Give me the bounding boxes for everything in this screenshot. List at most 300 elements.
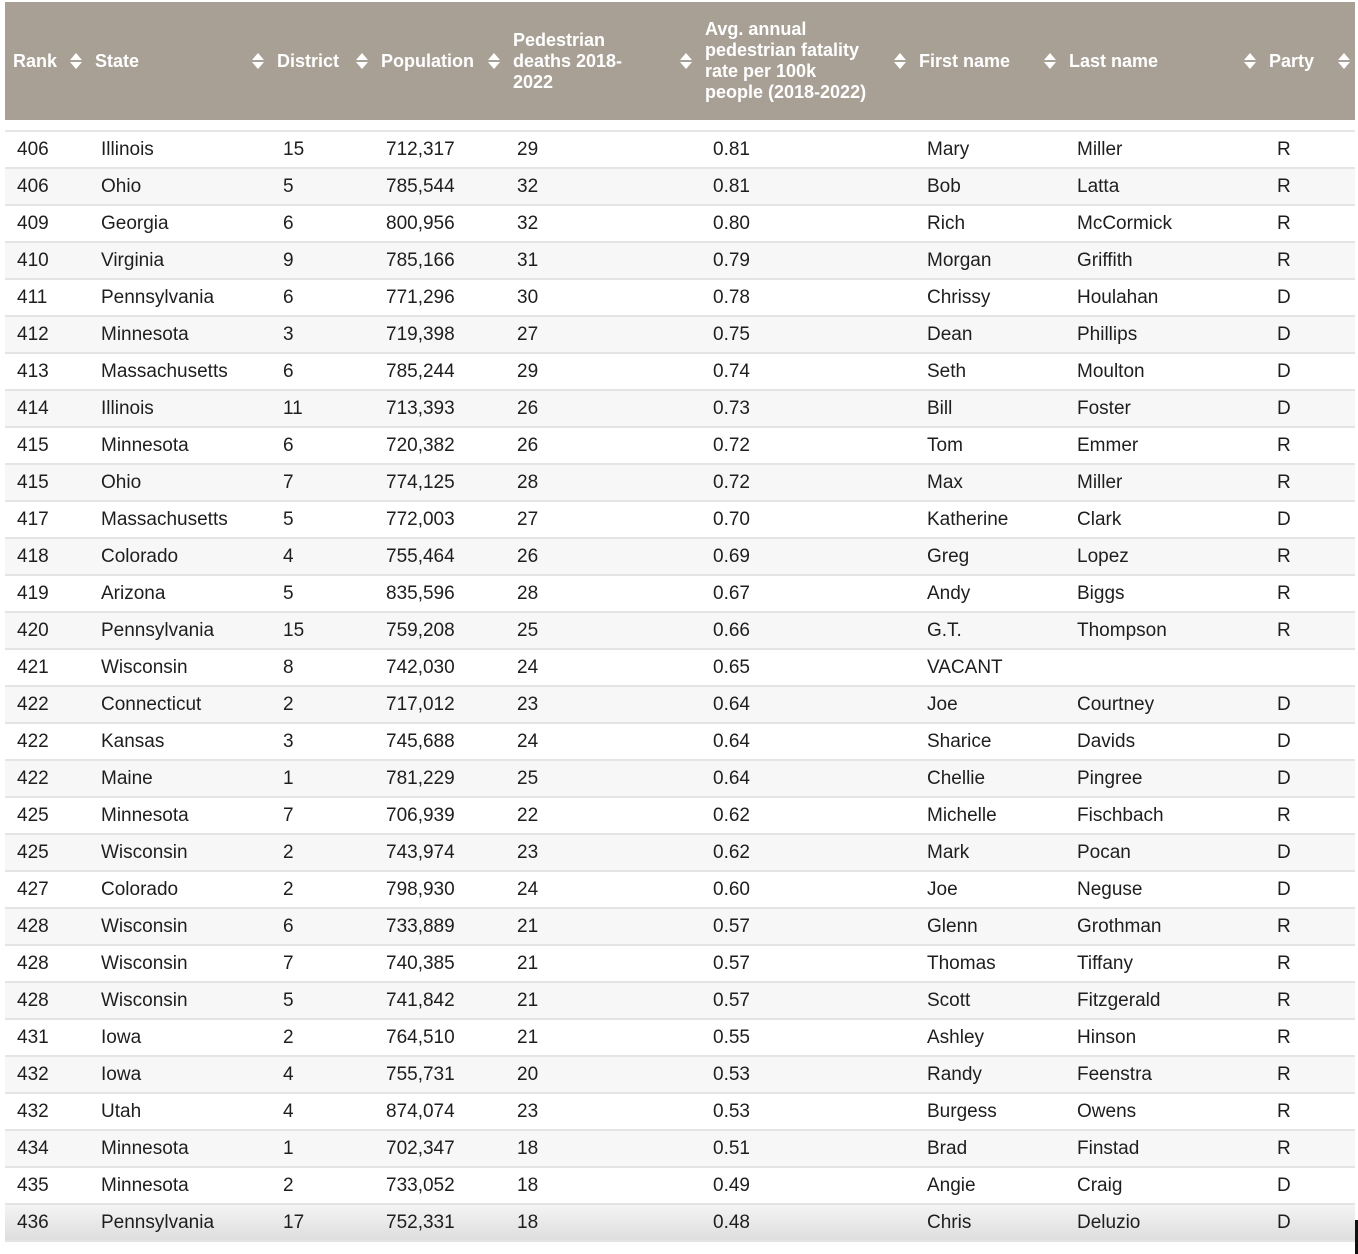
cell-rank: 415	[5, 427, 87, 464]
cell-last-name: McCormick	[1061, 205, 1261, 242]
cell-deaths: 25	[505, 612, 697, 649]
cell-deaths: 25	[505, 760, 697, 797]
cell-party: R	[1261, 1093, 1355, 1130]
cell-first-name: Thomas	[911, 945, 1061, 982]
cell-rate: 0.81	[697, 168, 911, 205]
cell-first-name: Chellie	[911, 760, 1061, 797]
cell-state: Pennsylvania	[87, 612, 269, 649]
cell-rank: 428	[5, 945, 87, 982]
cell-deaths: 23	[505, 834, 697, 871]
cell-first-name: Bob	[911, 168, 1061, 205]
cell-last-name: Tiffany	[1061, 945, 1261, 982]
cell-district: 15	[269, 612, 373, 649]
table-row	[5, 612, 1355, 649]
cell-population: 755,731	[373, 1056, 505, 1093]
cell-first-name: Glenn	[911, 908, 1061, 945]
cell-state: Wisconsin	[87, 982, 269, 1019]
table-row	[5, 982, 1355, 1019]
cell-district: 8	[269, 649, 373, 686]
cell-state: Arizona	[87, 575, 269, 612]
cell-district: 2	[269, 686, 373, 723]
cell-state: Minnesota	[87, 427, 269, 464]
table-row	[5, 427, 1355, 464]
cell-population: 742,030	[373, 649, 505, 686]
table-row	[5, 168, 1355, 205]
cell-party	[1261, 649, 1355, 686]
table-row	[5, 871, 1355, 908]
table-row	[5, 316, 1355, 353]
cell-rank: 412	[5, 316, 87, 353]
cell-rank: 425	[5, 797, 87, 834]
cell-district: 6	[269, 279, 373, 316]
cell-state: Iowa	[87, 1056, 269, 1093]
cell-district: 15	[269, 132, 373, 168]
cell-district: 3	[269, 723, 373, 760]
cell-first-name: G.T.	[911, 612, 1061, 649]
cell-rate: 0.78	[697, 279, 911, 316]
table-body-wrapper	[5, 132, 1355, 1242]
cell-district: 4	[269, 1093, 373, 1130]
sort-icon[interactable]	[356, 53, 367, 69]
cell-deaths: 21	[505, 1019, 697, 1056]
cell-district: 2	[269, 1019, 373, 1056]
cell-rank: 422	[5, 723, 87, 760]
cell-population: 733,889	[373, 908, 505, 945]
cell-party: R	[1261, 242, 1355, 279]
cell-party: D	[1261, 279, 1355, 316]
column-header-party[interactable]	[1261, 2, 1355, 120]
cell-district: 6	[269, 353, 373, 390]
cell-deaths: 26	[505, 538, 697, 575]
cell-last-name	[1061, 649, 1261, 686]
cell-deaths: 20	[505, 1056, 697, 1093]
cell-first-name: Dean	[911, 316, 1061, 353]
table-row	[5, 353, 1355, 390]
cell-district: 7	[269, 797, 373, 834]
table-row	[5, 390, 1355, 427]
cell-first-name: Sharice	[911, 723, 1061, 760]
cell-state: Minnesota	[87, 316, 269, 353]
cell-first-name: VACANT	[911, 649, 1061, 686]
column-header-district[interactable]	[269, 2, 373, 120]
cell-last-name: Fischbach	[1061, 797, 1261, 834]
cell-district: 2	[269, 871, 373, 908]
cell-party: D	[1261, 834, 1355, 871]
cell-population: 785,166	[373, 242, 505, 279]
sort-icon[interactable]	[1338, 53, 1349, 69]
cell-district: 4	[269, 538, 373, 575]
cell-rate: 0.57	[697, 982, 911, 1019]
cell-district: 1	[269, 760, 373, 797]
cell-state: Iowa	[87, 1019, 269, 1056]
table-row	[5, 1019, 1355, 1056]
cell-last-name: Davids	[1061, 723, 1261, 760]
cell-first-name: Chris	[911, 1204, 1061, 1241]
cell-district: 6	[269, 205, 373, 242]
column-label: Last name	[1069, 50, 1159, 71]
cell-population: 712,317	[373, 132, 505, 168]
cell-party: D	[1261, 390, 1355, 427]
cell-party: R	[1261, 427, 1355, 464]
cell-deaths: 26	[505, 390, 697, 427]
cell-first-name: Greg	[911, 538, 1061, 575]
table-row	[5, 797, 1355, 834]
cell-deaths: 21	[505, 982, 697, 1019]
cell-population: 772,003	[373, 501, 505, 538]
cell-rank: 428	[5, 982, 87, 1019]
column-label: Avg. annual pedestrian fatality rate per 100k people (2018-2022)	[705, 19, 867, 102]
cell-party: D	[1261, 1204, 1355, 1241]
cell-rate: 0.60	[697, 871, 911, 908]
cell-rate: 0.74	[697, 353, 911, 390]
column-label: Rank	[13, 50, 58, 71]
cell-district: 5	[269, 982, 373, 1019]
table-row	[5, 205, 1355, 242]
cell-last-name: Miller	[1061, 132, 1261, 168]
cell-rate: 0.64	[697, 723, 911, 760]
cell-district: 9	[269, 242, 373, 279]
cell-rate: 0.79	[697, 242, 911, 279]
cell-last-name: Latta	[1061, 168, 1261, 205]
table-row	[5, 1056, 1355, 1093]
table-row	[5, 1130, 1355, 1167]
cell-population: 771,296	[373, 279, 505, 316]
cell-deaths: 18	[505, 1130, 697, 1167]
cell-deaths: 28	[505, 464, 697, 501]
cell-population: 835,596	[373, 575, 505, 612]
cell-rank: 415	[5, 464, 87, 501]
cell-first-name: Bill	[911, 390, 1061, 427]
table-row	[5, 908, 1355, 945]
cell-deaths: 18	[505, 1167, 697, 1204]
cell-deaths: 30	[505, 279, 697, 316]
cell-state: Minnesota	[87, 1130, 269, 1167]
cell-party: R	[1261, 132, 1355, 168]
cell-population: 713,393	[373, 390, 505, 427]
cell-district: 7	[269, 464, 373, 501]
cell-population: 800,956	[373, 205, 505, 242]
cell-first-name: Max	[911, 464, 1061, 501]
cell-last-name: Griffith	[1061, 242, 1261, 279]
cell-state: Wisconsin	[87, 834, 269, 871]
cell-party: D	[1261, 723, 1355, 760]
cell-state: Massachusetts	[87, 501, 269, 538]
table-header	[5, 2, 1355, 120]
cell-population: 874,074	[373, 1093, 505, 1130]
cell-state: Kansas	[87, 723, 269, 760]
cell-rank: 417	[5, 501, 87, 538]
cell-party: D	[1261, 686, 1355, 723]
sort-icon[interactable]	[1044, 53, 1055, 69]
cell-state: Wisconsin	[87, 649, 269, 686]
cell-population: 719,398	[373, 316, 505, 353]
cell-last-name: Courtney	[1061, 686, 1261, 723]
cell-population: 798,930	[373, 871, 505, 908]
header-row	[5, 2, 1355, 120]
cell-state: Massachusetts	[87, 353, 269, 390]
cell-last-name: Neguse	[1061, 871, 1261, 908]
cell-rate: 0.53	[697, 1093, 911, 1130]
table-row	[5, 686, 1355, 723]
cell-rank: 427	[5, 871, 87, 908]
cell-rank: 406	[5, 168, 87, 205]
cell-party: D	[1261, 871, 1355, 908]
cell-population: 702,347	[373, 1130, 505, 1167]
sort-icon[interactable]	[488, 53, 499, 69]
cell-party: R	[1261, 1056, 1355, 1093]
column-label: Population	[381, 50, 474, 71]
cell-deaths: 22	[505, 797, 697, 834]
cell-rate: 0.70	[697, 501, 911, 538]
cell-deaths: 18	[505, 1204, 697, 1241]
cell-party: R	[1261, 945, 1355, 982]
cell-population: 743,974	[373, 834, 505, 871]
cell-population: 706,939	[373, 797, 505, 834]
cell-deaths: 21	[505, 908, 697, 945]
column-label: Party	[1269, 50, 1315, 71]
cell-last-name: Moulton	[1061, 353, 1261, 390]
cell-state: Illinois	[87, 390, 269, 427]
cell-first-name: Rich	[911, 205, 1061, 242]
cell-party: R	[1261, 982, 1355, 1019]
cell-deaths: 32	[505, 168, 697, 205]
cell-first-name: Michelle	[911, 797, 1061, 834]
cell-rank: 431	[5, 1019, 87, 1056]
cell-population: 717,012	[373, 686, 505, 723]
cell-last-name: Feenstra	[1061, 1056, 1261, 1093]
cell-state: Virginia	[87, 242, 269, 279]
cell-party: R	[1261, 205, 1355, 242]
cell-rate: 0.67	[697, 575, 911, 612]
table-row	[5, 538, 1355, 575]
cell-first-name: Andy	[911, 575, 1061, 612]
cell-state: Illinois	[87, 132, 269, 168]
table-row	[5, 464, 1355, 501]
cell-state: Pennsylvania	[87, 279, 269, 316]
table-row	[5, 132, 1355, 168]
cell-rate: 0.64	[697, 686, 911, 723]
cell-population: 755,464	[373, 538, 505, 575]
cell-rank: 422	[5, 760, 87, 797]
cell-deaths: 23	[505, 686, 697, 723]
cell-last-name: Craig	[1061, 1167, 1261, 1204]
cell-deaths: 27	[505, 501, 697, 538]
cell-state: Minnesota	[87, 1167, 269, 1204]
cell-rate: 0.51	[697, 1130, 911, 1167]
cell-party: R	[1261, 168, 1355, 205]
cell-state: Connecticut	[87, 686, 269, 723]
sort-icon[interactable]	[680, 53, 691, 69]
cell-first-name: Randy	[911, 1056, 1061, 1093]
cell-rate: 0.62	[697, 834, 911, 871]
table-row	[5, 1204, 1355, 1241]
cell-rate: 0.64	[697, 760, 911, 797]
cell-rank: 419	[5, 575, 87, 612]
cell-party: R	[1261, 1130, 1355, 1167]
cell-first-name: Angie	[911, 1167, 1061, 1204]
cell-party: D	[1261, 760, 1355, 797]
cell-population: 785,544	[373, 168, 505, 205]
cell-state: Ohio	[87, 464, 269, 501]
cell-last-name: Grothman	[1061, 908, 1261, 945]
table-row	[5, 723, 1355, 760]
sort-icon[interactable]	[894, 53, 905, 69]
cell-rate: 0.69	[697, 538, 911, 575]
cell-first-name: Joe	[911, 686, 1061, 723]
table-row	[5, 575, 1355, 612]
cell-rank: 414	[5, 390, 87, 427]
table-body	[5, 132, 1355, 1241]
cell-state: Wisconsin	[87, 945, 269, 982]
cell-first-name: Scott	[911, 982, 1061, 1019]
cell-population: 720,382	[373, 427, 505, 464]
cell-party: D	[1261, 501, 1355, 538]
cell-party: D	[1261, 1167, 1355, 1204]
column-header-rank[interactable]	[5, 2, 87, 120]
column-label: State	[95, 50, 140, 71]
cell-state: Colorado	[87, 538, 269, 575]
column-header-rate[interactable]	[697, 2, 911, 120]
cell-first-name: Katherine	[911, 501, 1061, 538]
cell-rank: 434	[5, 1130, 87, 1167]
cell-district: 2	[269, 834, 373, 871]
cell-deaths: 28	[505, 575, 697, 612]
cell-deaths: 32	[505, 205, 697, 242]
cell-rank: 436	[5, 1204, 87, 1241]
cell-last-name: Emmer	[1061, 427, 1261, 464]
cell-state: Pennsylvania	[87, 1204, 269, 1241]
cell-last-name: Hinson	[1061, 1019, 1261, 1056]
cell-rate: 0.80	[697, 205, 911, 242]
sort-icon[interactable]	[252, 53, 263, 69]
cell-rank: 422	[5, 686, 87, 723]
cell-deaths: 24	[505, 723, 697, 760]
cell-last-name: Thompson	[1061, 612, 1261, 649]
cell-first-name: Morgan	[911, 242, 1061, 279]
cell-population: 745,688	[373, 723, 505, 760]
cell-rate: 0.48	[697, 1204, 911, 1241]
cell-rate: 0.55	[697, 1019, 911, 1056]
cell-rate: 0.62	[697, 797, 911, 834]
cell-party: R	[1261, 908, 1355, 945]
cell-state: Utah	[87, 1093, 269, 1130]
cell-party: R	[1261, 797, 1355, 834]
cell-state: Colorado	[87, 871, 269, 908]
cell-last-name: Houlahan	[1061, 279, 1261, 316]
cell-rank: 435	[5, 1167, 87, 1204]
cell-rate: 0.57	[697, 945, 911, 982]
cell-rate: 0.57	[697, 908, 911, 945]
cell-district: 6	[269, 908, 373, 945]
cell-rank: 432	[5, 1056, 87, 1093]
cell-deaths: 24	[505, 871, 697, 908]
cell-rank: 406	[5, 132, 87, 168]
cell-district: 3	[269, 316, 373, 353]
cell-deaths: 24	[505, 649, 697, 686]
cell-party: D	[1261, 316, 1355, 353]
cell-last-name: Miller	[1061, 464, 1261, 501]
cell-last-name: Fitzgerald	[1061, 982, 1261, 1019]
cell-first-name: Mary	[911, 132, 1061, 168]
table-row	[5, 1167, 1355, 1204]
cell-rate: 0.72	[697, 464, 911, 501]
cell-rank: 425	[5, 834, 87, 871]
cell-rank: 432	[5, 1093, 87, 1130]
cell-state: Wisconsin	[87, 908, 269, 945]
cell-last-name: Owens	[1061, 1093, 1261, 1130]
cell-last-name: Deluzio	[1061, 1204, 1261, 1241]
cell-population: 781,229	[373, 760, 505, 797]
column-label: Pedestrian deaths 2018-2022	[513, 29, 623, 92]
cell-last-name: Pocan	[1061, 834, 1261, 871]
cell-first-name: Mark	[911, 834, 1061, 871]
cell-population: 741,842	[373, 982, 505, 1019]
cell-last-name: Phillips	[1061, 316, 1261, 353]
cell-population: 774,125	[373, 464, 505, 501]
cell-deaths: 29	[505, 353, 697, 390]
header-divider	[5, 120, 1355, 132]
cell-district: 6	[269, 427, 373, 464]
cell-deaths: 29	[505, 132, 697, 168]
cell-first-name: Chrissy	[911, 279, 1061, 316]
table-row	[5, 279, 1355, 316]
cell-party: R	[1261, 1019, 1355, 1056]
cell-party: R	[1261, 538, 1355, 575]
column-header-first-name[interactable]	[911, 2, 1061, 120]
cell-district: 2	[269, 1167, 373, 1204]
column-header-state[interactable]	[87, 2, 269, 120]
table-row	[5, 945, 1355, 982]
cell-rank: 409	[5, 205, 87, 242]
cell-party: R	[1261, 575, 1355, 612]
sort-icon[interactable]	[70, 53, 81, 69]
column-header-last-name[interactable]	[1061, 2, 1261, 120]
cell-district: 17	[269, 1204, 373, 1241]
cell-first-name: Burgess	[911, 1093, 1061, 1130]
sort-icon[interactable]	[1244, 53, 1255, 69]
cell-last-name: Lopez	[1061, 538, 1261, 575]
cell-first-name: Joe	[911, 871, 1061, 908]
table-row	[5, 501, 1355, 538]
cell-population: 764,510	[373, 1019, 505, 1056]
cell-rank: 411	[5, 279, 87, 316]
cell-population: 733,052	[373, 1167, 505, 1204]
column-header-population[interactable]	[373, 2, 505, 120]
cell-district: 7	[269, 945, 373, 982]
cell-rate: 0.81	[697, 132, 911, 168]
cell-population: 785,244	[373, 353, 505, 390]
table-row	[5, 1093, 1355, 1130]
cell-party: D	[1261, 353, 1355, 390]
cell-district: 11	[269, 390, 373, 427]
table-row	[5, 242, 1355, 279]
cell-rate: 0.65	[697, 649, 911, 686]
cell-rank: 418	[5, 538, 87, 575]
cell-deaths: 23	[505, 1093, 697, 1130]
cell-state: Maine	[87, 760, 269, 797]
cell-last-name: Finstad	[1061, 1130, 1261, 1167]
cell-state: Georgia	[87, 205, 269, 242]
cell-last-name: Pingree	[1061, 760, 1261, 797]
cell-rate: 0.49	[697, 1167, 911, 1204]
cell-deaths: 27	[505, 316, 697, 353]
cell-district: 5	[269, 168, 373, 205]
table-row	[5, 834, 1355, 871]
cell-district: 5	[269, 575, 373, 612]
cell-population: 759,208	[373, 612, 505, 649]
column-header-deaths[interactable]	[505, 2, 697, 120]
cell-district: 4	[269, 1056, 373, 1093]
